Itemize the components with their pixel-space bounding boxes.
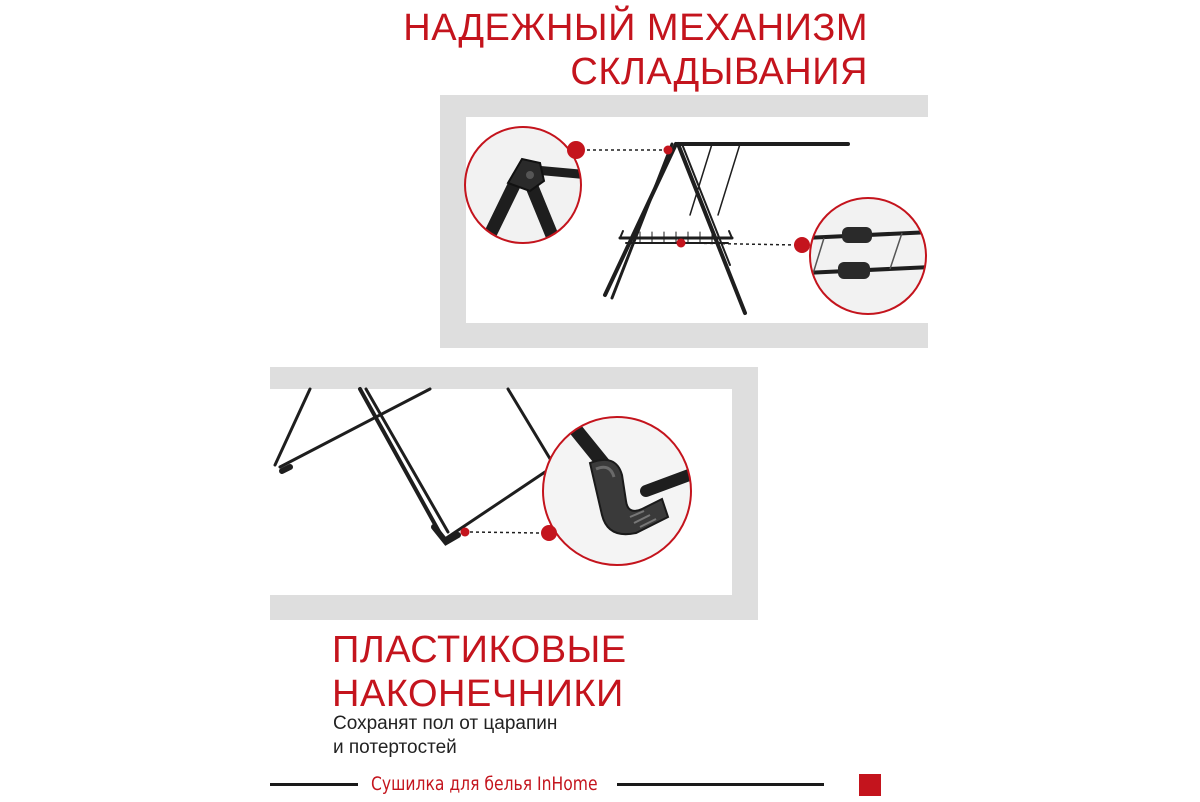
foot-marker-dot [461, 528, 470, 537]
heading-folding-line-1: НАДЕЖНЫЙ МЕХАНИЗМ [403, 7, 868, 49]
heading-tips-line-2: НАКОНЕЧНИКИ [332, 673, 624, 716]
folding-hinge-closeup-icon [460, 125, 590, 255]
footer-divider-left [270, 783, 358, 786]
footer [270, 770, 890, 802]
heading-plastic-tips [332, 628, 627, 716]
footer-caption: Сушилка для белья InHome [371, 773, 598, 795]
description-line-1: Сохранят пол от царапин [333, 713, 558, 734]
plastic-tips-illustration [270, 367, 758, 620]
folding-mechanism-panel [440, 95, 928, 348]
plastic-foot-closeup-icon [540, 415, 700, 567]
clip-marker-dot [677, 239, 686, 248]
dryer-legs-icon [275, 389, 558, 542]
description-line-2: и потертостей [333, 737, 457, 758]
plastic-tips-description [333, 712, 557, 760]
folding-mechanism-illustration [440, 95, 928, 348]
hinge-marker-dot [664, 146, 673, 155]
plastic-tips-panel [270, 367, 758, 620]
dryer-frame-icon [605, 144, 848, 313]
foot-leader-line [470, 532, 540, 533]
shelf-clip-closeup-icon [794, 195, 928, 320]
heading-tips-line-1: ПЛАСТИКОВЫЕ [332, 629, 627, 671]
red-square-mark-icon [859, 774, 881, 796]
heading-folding-mechanism [403, 6, 868, 94]
heading-folding-line-2: СКЛАДЫВАНИЯ [570, 51, 868, 94]
footer-divider-right [617, 783, 824, 786]
